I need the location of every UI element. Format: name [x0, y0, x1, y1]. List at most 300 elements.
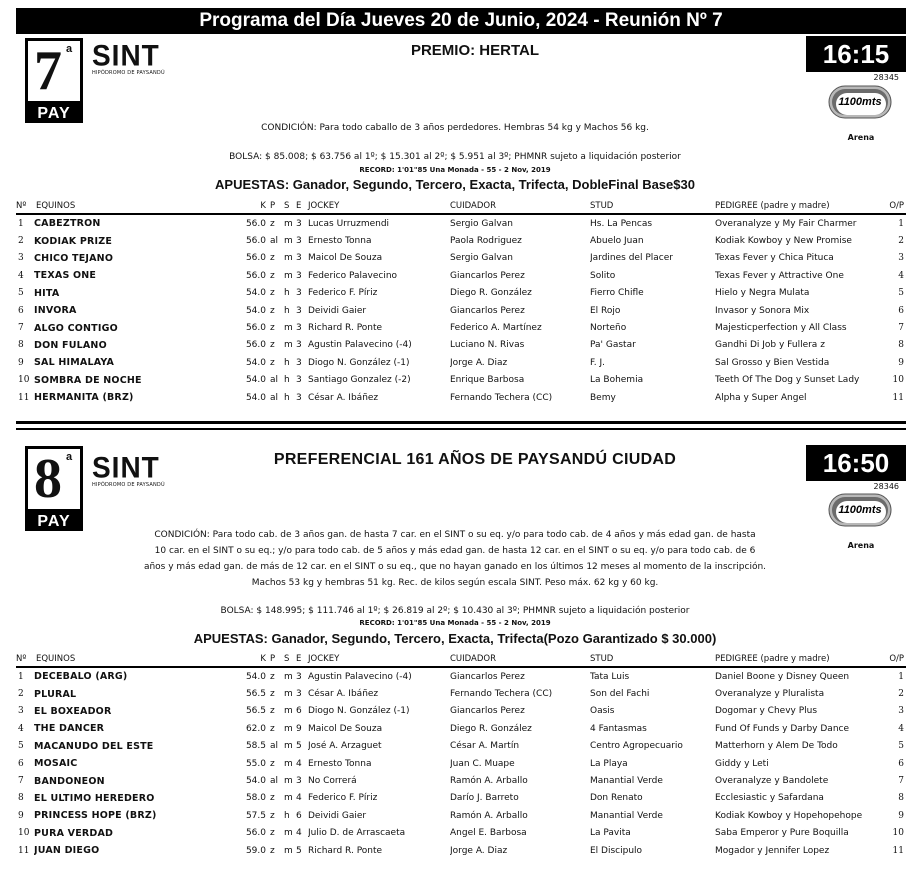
col-trainer: CUIDADOR	[450, 201, 590, 214]
entry-number: 10	[18, 828, 30, 839]
col-pedigree: PEDIGREE (padre y madre)	[715, 654, 880, 667]
table-row	[16, 772, 906, 789]
post-position: 9	[898, 810, 904, 821]
post-time: 16:15	[806, 36, 906, 72]
jockey-name: Richard R. Ponte	[308, 845, 383, 856]
col-horse: EQUINOS	[34, 654, 234, 667]
sint-logo-subtitle: HIPÓDROMO DE PAYSANDÚ	[92, 70, 165, 76]
e-value: 3	[296, 375, 302, 386]
table-row	[16, 755, 906, 772]
weight: 56.0	[245, 828, 266, 839]
trainer-name: Jorge A. Diaz	[450, 357, 508, 368]
jockey-name: Maicol De Souza	[308, 723, 383, 734]
horse-name: BANDONEON	[34, 775, 105, 787]
weight: 58.5	[245, 741, 266, 752]
col-s: S	[284, 654, 296, 667]
jockey-name: Lucas Urruzmendi	[308, 218, 390, 229]
p-value: al	[270, 741, 279, 752]
trainer-name: Angel E. Barbosa	[450, 828, 527, 839]
stud-name: Don Renato	[590, 793, 643, 804]
sint-logo-text: SINT	[92, 451, 160, 484]
table-row	[16, 667, 906, 685]
trainer-name: Ramón A. Arballo	[450, 776, 528, 787]
horse-name: HERMANITA (BRZ)	[34, 392, 134, 404]
e-value: 3	[296, 357, 302, 368]
s-value: m	[284, 776, 293, 787]
table-row	[16, 250, 906, 267]
entry-number: 9	[18, 357, 24, 368]
post-position: 7	[898, 776, 904, 787]
entries-table	[16, 201, 906, 406]
post-position: 10	[892, 828, 904, 839]
e-value: 3	[296, 288, 302, 299]
s-value: h	[284, 392, 290, 403]
pedigree: Mogador y Jennifer Lopez	[715, 845, 830, 856]
weight: 54.0	[245, 776, 266, 787]
horse-name: DON FULANO	[34, 339, 107, 351]
pedigree: Fund Of Funds y Darby Dance	[715, 723, 850, 734]
pedigree: Texas Fever y Attractive One	[715, 270, 844, 281]
s-value: h	[284, 810, 290, 821]
col-p: P	[270, 654, 284, 667]
race-name: PREMIO: HERTAL	[410, 42, 540, 59]
s-value: m	[284, 741, 293, 752]
horse-name: MACANUDO DEL ESTE	[34, 740, 154, 752]
jockey-name: Agustin Palavecino (-4)	[308, 671, 412, 682]
entry-number: 2	[18, 236, 24, 247]
weight: 56.0	[245, 323, 266, 334]
race-number: 8	[34, 448, 62, 510]
stud-name: La Bohemia	[590, 375, 644, 386]
table-row	[16, 703, 906, 720]
p-value: z	[270, 810, 275, 821]
horse-name: PRINCESS HOPE (BRZ)	[34, 810, 157, 822]
s-value: m	[284, 706, 293, 717]
p-value: z	[270, 270, 275, 281]
stud-name: La Pavita	[590, 828, 631, 839]
bet-types: APUESTAS: Ganador, Segundo, Tercero, Exacta, Trifecta(Pozo Garantizado $ 30.000)	[193, 631, 717, 646]
track-record: RECORD: 1'01"85 Una Monada - 55 - 2 Nov, 2019	[359, 166, 551, 174]
s-value: m	[284, 671, 293, 682]
e-value: 5	[296, 741, 302, 752]
distance-track-icon	[828, 85, 892, 119]
weight: 56.0	[245, 253, 266, 264]
entry-number: 8	[18, 340, 24, 351]
e-value: 6	[296, 706, 302, 717]
post-position: 1	[898, 218, 904, 229]
table-row	[16, 302, 906, 319]
horse-name: ALGO CONTIGO	[34, 322, 118, 334]
col-s: S	[284, 201, 296, 214]
table-row	[16, 337, 906, 354]
weight: 62.0	[245, 723, 266, 734]
jockey-name: Deividi Gaier	[308, 810, 367, 821]
weight: 56.5	[245, 706, 266, 717]
s-value: m	[284, 253, 293, 264]
pay-label: PAY	[25, 104, 83, 123]
table-row	[16, 720, 906, 737]
col-e: E	[296, 201, 308, 214]
entry-number: 7	[18, 776, 24, 787]
table-row	[16, 738, 906, 755]
race-code: 28345	[873, 73, 899, 82]
col-pedigree: PEDIGREE (padre y madre)	[715, 201, 880, 214]
weight: 55.0	[245, 758, 266, 769]
weight: 54.0	[245, 671, 266, 682]
jockey-name: Julio D. de Arrascaeta	[308, 828, 406, 839]
pedigree: Daniel Boone y Disney Queen	[715, 671, 850, 682]
table-row	[16, 842, 906, 859]
entry-number: 7	[18, 323, 24, 334]
post-position: 3	[898, 253, 904, 264]
col-e: E	[296, 654, 308, 667]
table-header	[16, 201, 906, 214]
stud-name: Norteño	[590, 323, 627, 334]
pedigree: Texas Fever y Chica Pituca	[715, 253, 834, 264]
col-post-position: O/P	[880, 654, 906, 667]
entry-number: 1	[18, 218, 24, 229]
jockey-name: César A. Ibáñez	[308, 689, 379, 700]
post-position: 4	[898, 723, 904, 734]
s-value: m	[284, 236, 293, 247]
trainer-name: Giancarlos Perez	[450, 706, 525, 717]
race-number-badge	[25, 38, 85, 123]
col-trainer: CUIDADOR	[450, 654, 590, 667]
stud-name: Hs. La Pencas	[590, 218, 653, 229]
e-value: 3	[296, 305, 302, 316]
jockey-name: Diogo N. González (-1)	[308, 357, 410, 368]
jockey-name: Deividi Gaier	[308, 305, 367, 316]
s-value: h	[284, 375, 290, 386]
jockey-name: Maicol De Souza	[308, 253, 383, 264]
e-value: 4	[296, 828, 302, 839]
table-row	[16, 319, 906, 336]
stud-name: Abuelo Juan	[590, 236, 644, 247]
trainer-name: Jorge A. Diaz	[450, 845, 508, 856]
trainer-name: Giancarlos Perez	[450, 305, 525, 316]
table-row	[16, 825, 906, 842]
e-value: 3	[296, 270, 302, 281]
post-position: 3	[898, 706, 904, 717]
trainer-name: Federico A. Martínez	[450, 323, 542, 334]
post-position: 5	[898, 288, 904, 299]
jockey-name: Ernesto Tonna	[308, 758, 372, 769]
s-value: m	[284, 723, 293, 734]
table-row	[16, 214, 906, 232]
entry-number: 3	[18, 253, 24, 264]
table-row	[16, 285, 906, 302]
table-header	[16, 654, 906, 667]
post-position: 2	[898, 236, 904, 247]
table-row	[16, 389, 906, 406]
race-number-box	[25, 446, 83, 512]
trainer-name: Giancarlos Perez	[450, 270, 525, 281]
stud-name: La Playa	[590, 758, 628, 769]
pedigree: Sal Grosso y Bien Vestida	[715, 357, 830, 368]
e-value: 6	[296, 810, 302, 821]
race-ordinal: a	[66, 43, 73, 55]
weight: 56.0	[245, 218, 266, 229]
program-title: Programa del Día Jueves 20 de Junio, 2024 - Reunión Nº 7	[16, 8, 906, 34]
p-value: al	[270, 776, 279, 787]
s-value: m	[284, 218, 293, 229]
jockey-name: Federico F. Píriz	[308, 793, 378, 804]
sint-logo-text: SINT	[92, 39, 160, 72]
col-p: P	[270, 201, 284, 214]
trainer-name: Diego R. González	[450, 288, 532, 299]
e-value: 3	[296, 689, 302, 700]
col-stud: STUD	[590, 201, 715, 214]
p-value: al	[270, 375, 279, 386]
weight: 54.0	[245, 392, 266, 403]
jockey-name: Ernesto Tonna	[308, 236, 372, 247]
race-ordinal: a	[66, 451, 73, 463]
race-8-section	[0, 428, 918, 868]
col-stud: STUD	[590, 654, 715, 667]
s-value: m	[284, 828, 293, 839]
e-value: 4	[296, 758, 302, 769]
race-number: 7	[34, 40, 62, 102]
e-value: 9	[296, 723, 302, 734]
horse-name: PLURAL	[34, 688, 77, 700]
col-jockey: JOCKEY	[308, 201, 450, 214]
p-value: z	[270, 723, 275, 734]
weight: 56.0	[245, 236, 266, 247]
horse-name: MOSAIC	[34, 758, 78, 770]
post-position: 1	[898, 671, 904, 682]
col-weight: K	[234, 654, 270, 667]
e-value: 3	[296, 776, 302, 787]
stud-name: Manantial Verde	[590, 810, 663, 821]
sint-logo	[92, 39, 172, 77]
pedigree: Hielo y Negra Mulata	[715, 288, 810, 299]
p-value: z	[270, 793, 275, 804]
entry-number: 3	[18, 706, 24, 717]
purse-info: BOLSA: $ 85.008; $ 63.756 al 1º; $ 15.301 al 2º; $ 5.951 al 3º; PHMNR sujeto a liquidación posterior	[229, 152, 681, 162]
s-value: m	[284, 340, 293, 351]
weight: 59.0	[245, 845, 266, 856]
stud-name: Centro Agropecuario	[590, 741, 683, 752]
post-position: 2	[898, 689, 904, 700]
table-row	[16, 232, 906, 249]
pedigree: Alpha y Super Angel	[715, 392, 807, 403]
p-value: al	[270, 392, 279, 403]
e-value: 3	[296, 218, 302, 229]
col-post-position: O/P	[880, 201, 906, 214]
horse-name: THE DANCER	[34, 723, 105, 735]
trainer-name: Juan C. Muape	[450, 758, 515, 769]
e-value: 3	[296, 236, 302, 247]
pedigree: Ecclesiastic y Safardana	[715, 793, 824, 804]
s-value: m	[284, 323, 293, 334]
stud-name: Fierro Chifle	[590, 288, 644, 299]
s-value: m	[284, 758, 293, 769]
post-position: 5	[898, 741, 904, 752]
race-name: PREFERENCIAL 161 AÑOS DE PAYSANDÚ CIUDAD	[273, 451, 677, 468]
stud-name: Solito	[590, 270, 616, 281]
race-7-section	[0, 34, 918, 410]
horse-name: HITA	[34, 287, 60, 299]
jockey-name: Agustin Palavecino (-4)	[308, 340, 412, 351]
table-row	[16, 372, 906, 389]
e-value: 3	[296, 671, 302, 682]
post-position: 8	[898, 793, 904, 804]
e-value: 5	[296, 845, 302, 856]
horse-name: PURA VERDAD	[34, 827, 114, 839]
s-value: m	[284, 845, 293, 856]
pedigree: Kodiak Kowboy y New Promise	[715, 236, 852, 247]
pedigree: Matterhorn y Alem De Todo	[715, 741, 838, 752]
entry-number: 8	[18, 793, 24, 804]
s-value: m	[284, 270, 293, 281]
pedigree: Overanalyze y My Fair Charmer	[715, 218, 857, 229]
post-position: 4	[898, 270, 904, 281]
p-value: z	[270, 323, 275, 334]
p-value: z	[270, 689, 275, 700]
jockey-name: Federico F. Píriz	[308, 288, 378, 299]
jockey-name: José A. Arzaguet	[308, 741, 382, 752]
entry-number: 9	[18, 810, 24, 821]
p-value: z	[270, 218, 275, 229]
race-condition: CONDICIÓN: Para todo caballo de 3 años perdedores. Hembras 54 kg y Machos 56 kg.	[261, 123, 649, 133]
post-position: 11	[892, 845, 904, 856]
stud-name: Tata Luis	[590, 671, 630, 682]
entry-number: 4	[18, 270, 24, 281]
jockey-name: Richard R. Ponte	[308, 323, 383, 334]
trainer-name: Luciano N. Rivas	[450, 340, 525, 351]
condition-line: 10 car. en el SINT o su eq.; y/o para todo cab. de 5 años y más edad gan. de hasta 12 car. en el SINT o su eq. y/o para todo cab. de 6	[154, 546, 756, 556]
stud-name: Manantial Verde	[590, 776, 663, 787]
weight: 56.5	[245, 689, 266, 700]
weight: 56.0	[245, 340, 266, 351]
track-record: RECORD: 1'01"85 Una Monada - 55 - 2 Nov, 2019	[359, 619, 551, 627]
post-position: 7	[898, 323, 904, 334]
e-value: 3	[296, 323, 302, 334]
race-divider	[16, 421, 906, 424]
pedigree: Invasor y Sonora Mix	[715, 305, 810, 316]
p-value: z	[270, 845, 275, 856]
horse-name: SOMBRA DE NOCHE	[34, 374, 142, 386]
trainer-name: Fernando Techera (CC)	[450, 689, 553, 700]
horse-name: EL BOXEADOR	[34, 705, 112, 717]
weight: 54.0	[245, 288, 266, 299]
entry-number: 10	[18, 375, 30, 386]
entries-table	[16, 654, 906, 859]
race-number-badge	[25, 446, 85, 531]
p-value: al	[270, 236, 279, 247]
table-row	[16, 807, 906, 824]
col-jockey: JOCKEY	[308, 654, 450, 667]
post-position: 9	[898, 357, 904, 368]
condition-line: años y más edad gan. de más de 12 car. en el SINT o su eq., que no hayan ganado en los últimos 12 meses al momento de la inscripción.	[143, 562, 767, 572]
col-number: Nº	[16, 201, 34, 214]
weight: 54.0	[245, 375, 266, 386]
pedigree: Giddy y Leti	[715, 758, 769, 769]
entry-number: 6	[18, 758, 24, 769]
pedigree: Saba Emperor y Pure Boquilla	[715, 828, 849, 839]
surface-label: Arena	[847, 541, 875, 550]
e-value: 3	[296, 340, 302, 351]
col-horse: EQUINOS	[34, 201, 234, 214]
condition-line: Machos 53 kg y hembras 51 kg. Rec. de kilos según escala SINT. Peso máx. 62 kg y 60 kg.	[251, 578, 659, 588]
trainer-name: Darío J. Barreto	[450, 793, 519, 804]
entry-number: 2	[18, 689, 24, 700]
horse-name: SAL HIMALAYA	[34, 357, 115, 369]
s-value: m	[284, 793, 293, 804]
race-code: 28346	[873, 482, 899, 491]
stud-name: Oasis	[590, 706, 615, 717]
entry-number: 4	[18, 723, 24, 734]
weight: 56.0	[245, 270, 266, 281]
entries-body	[16, 667, 906, 859]
horse-name: JUAN DIEGO	[34, 845, 100, 857]
entry-number: 5	[18, 741, 24, 752]
p-value: z	[270, 305, 275, 316]
distance-label: 1100mts	[838, 96, 882, 108]
post-time: 16:50	[806, 445, 906, 481]
post-position: 6	[898, 305, 904, 316]
p-value: z	[270, 357, 275, 368]
trainer-name: Fernando Techera (CC)	[450, 392, 553, 403]
e-value: 3	[296, 253, 302, 264]
pedigree: Overanalyze y Pluralista	[715, 689, 825, 700]
distance-track-icon	[828, 493, 892, 527]
s-value: h	[284, 357, 290, 368]
table-row	[16, 685, 906, 702]
horse-name: DECEBALO (ARG)	[34, 671, 128, 683]
post-position: 6	[898, 758, 904, 769]
p-value: z	[270, 671, 275, 682]
horse-name: KODIAK PRIZE	[34, 235, 113, 247]
col-number: Nº	[16, 654, 34, 667]
horse-name: CABEZTRON	[34, 218, 101, 230]
jockey-name: Federico Palavecino	[308, 270, 398, 281]
pedigree: Kodiak Kowboy y Hopehopehope	[715, 810, 863, 821]
e-value: 4	[296, 793, 302, 804]
post-position: 11	[892, 392, 904, 403]
entry-number: 11	[18, 392, 30, 403]
p-value: z	[270, 706, 275, 717]
horse-name: TEXAS ONE	[34, 270, 97, 282]
horse-name: CHICO TEJANO	[34, 252, 114, 264]
s-value: h	[284, 288, 290, 299]
p-value: z	[270, 758, 275, 769]
pedigree: Teeth Of The Dog y Sunset Lady	[715, 375, 860, 386]
e-value: 3	[296, 392, 302, 403]
trainer-name: Paola Rodriguez	[450, 236, 522, 247]
weight: 57.5	[245, 810, 266, 821]
p-value: z	[270, 828, 275, 839]
purse-info: BOLSA: $ 148.995; $ 111.746 al 1º; $ 26.819 al 2º; $ 10.430 al 3º; PHMNR sujeto a liquidación posterior	[220, 606, 690, 616]
jockey-name: Diogo N. González (-1)	[308, 706, 410, 717]
trainer-name: Enrique Barbosa	[450, 375, 525, 386]
col-weight: K	[234, 201, 270, 214]
sint-logo	[92, 451, 172, 489]
post-position: 10	[892, 375, 904, 386]
p-value: z	[270, 288, 275, 299]
post-position: 8	[898, 340, 904, 351]
trainer-name: Diego R. González	[450, 723, 532, 734]
stud-name: Jardines del Placer	[590, 253, 673, 264]
p-value: z	[270, 253, 275, 264]
entry-number: 6	[18, 305, 24, 316]
stud-name: Pa' Gastar	[590, 340, 636, 351]
s-value: m	[284, 689, 293, 700]
trainer-name: César A. Martín	[450, 741, 520, 752]
trainer-name: Ramón A. Arballo	[450, 810, 528, 821]
distance-label: 1100mts	[838, 504, 882, 516]
entry-number: 1	[18, 671, 24, 682]
